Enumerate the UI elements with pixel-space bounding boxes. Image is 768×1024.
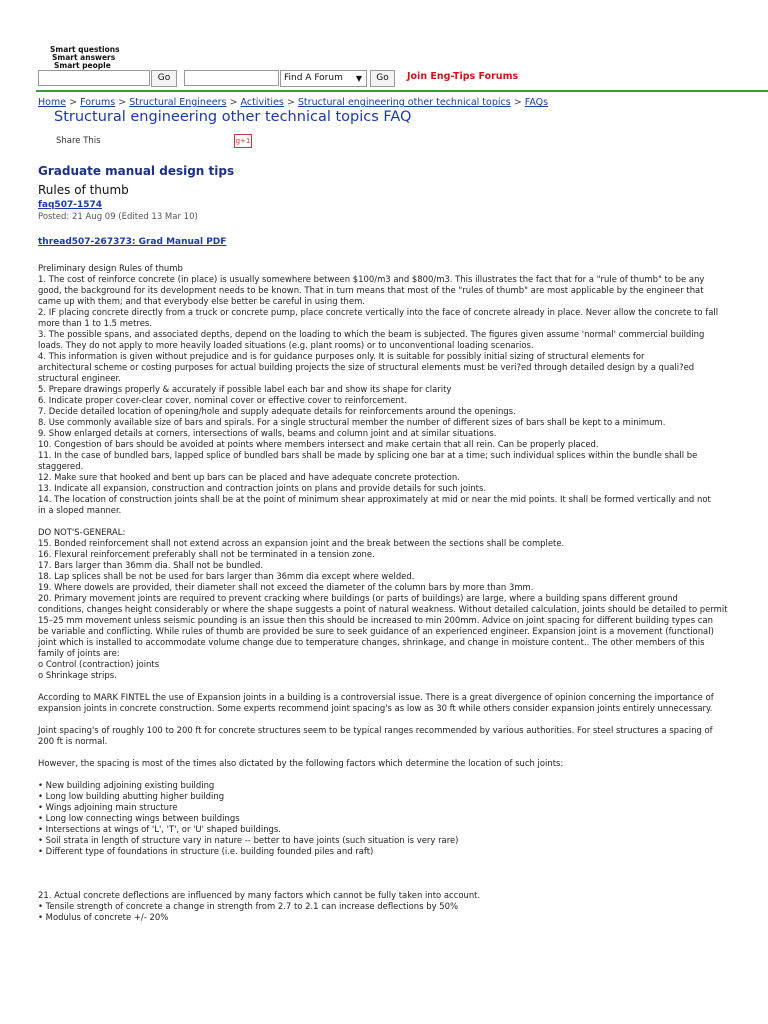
posted-date: Posted: 21 Aug 09 (Edited 13 Mar 10) [38,212,198,222]
share-label: Share This [56,136,101,146]
body-line: • Soil strata in length of structure vary in nature -- better to have joints (such situation is very rare) [38,835,459,845]
body-line: 10. Congestion of bars should be avoided at points where members intersect and make certain that all rein. Can be properly placed. [38,439,599,449]
body-line: 14. The location of construction joints shall be at the point of minimum shear approximately at mid or near the mid points. It shall be formed vertically and not [38,494,711,504]
body-line: 12. Make sure that hooked and bent up bars can be placed and have adequate concrete protection. [38,472,460,482]
body-line: 15–25 mm movement unless seismic pounding is an issue then this should be increased to min 200mm. Advice on joint spacing for different building types can [38,615,713,625]
body-line: • Modulus of concrete +/- 20% [38,912,169,922]
body-line: 16. Flexural reinforcement preferably shall not be terminated in a tension zone. [38,549,375,559]
forum-go-button[interactable]: Go [370,70,395,87]
site-logo[interactable] [50,46,120,70]
body-line: 15. Bonded reinforcement shall not extend across an expansion joint and the break between the sections shall be complete. [38,538,565,548]
body-line: staggered. [38,461,84,471]
body-line: loads. They do not apply to more heavily loaded situations (e.g. plant rooms) or to unconventional loading scenarios. [38,340,534,350]
breadcrumb-separator: > [118,97,127,108]
body-line: came up with them; and that everybody else better be careful in using them. [38,296,365,306]
body-line: 9. Show enlarged details at corners, intersections of walls, beams and column joint and at similar situations. [38,428,497,438]
body-line: • Different type of foundations in structure (i.e. building founded piles and raft) [38,846,374,856]
body-line: 8. Use commonly available size of bars and spirals. For a single structural member the number of different sizes of bars shall be kept to a minimum. [38,417,666,427]
body-line: good, the background for its development needs to be known. That in turn means that most of the "rules of thumb" are most applicable by the engineer that [38,285,704,295]
search-input[interactable] [38,70,150,86]
breadcrumb-separator: > [286,97,295,108]
body-line: 20. Primary movement joints are required to prevent cracking where buildings (or parts of buildings) are large, where a building spans different ground [38,593,678,603]
body-line: 4. This information is given without prejudice and is for guidance purposes only. It is suitable for possibly initial sizing of structural elements for [38,351,645,361]
breadcrumb-activities[interactable]: Activities [240,97,284,108]
body-line: 200 ft is normal. [38,736,108,746]
body-line: 13. Indicate all expansion, construction and contraction joints on plans and provide details for such joints. [38,483,487,493]
body-line: • Wings adjoining main structure [38,802,178,812]
body-line: • Intersections at wings of 'L', 'T', or 'U' shaped buildings. [38,824,281,834]
breadcrumb-forums[interactable]: Forums [80,97,116,108]
body-line: more than 1 to 1.5 metres. [38,318,152,328]
body-line: 2. IF placing concrete directly from a truck or concrete pump, place concrete vertically into the face of concrete already in place. Never allow the concrete to fall [38,307,719,317]
body-line: 5. Prepare drawings properly & accurately if possible label each bar and show its shape for clarity [38,384,452,394]
body-line: joint which is installed to accommodate volume change due to temperature changes, shrinkage, and change in moisture content.. The other members of this [38,637,705,647]
body-line: family of joints are: [38,648,120,658]
header-divider [36,90,768,92]
join-forums-link[interactable]: Join Eng-Tips Forums [407,71,519,82]
body-line: 18. Lap splices shall be not be used for bars larger than 36mm dia except where welded. [38,571,415,581]
thread-link[interactable]: thread507-267373: Grad Manual PDF [38,237,227,247]
logo-line: Smart questions [50,45,120,54]
body-line: 1. The cost of reinforce concrete (in place) is usually somewhere between $100/m3 and $800/m3. This illustrates the fact that for a "rule of thumb" to be any [38,274,705,284]
body-line: in a sloped manner. [38,505,122,515]
breadcrumb-faqs[interactable]: FAQs [524,97,549,108]
body-line: 3. The possible spans, and associated depths, depend on the loading to which the beam is subjected. The figures given assume 'normal' commercial building [38,329,705,339]
search-go-button[interactable]: Go [151,70,177,87]
body-line: 19. Where dowels are provided, their diameter shall not exceed the diameter of the column bars by more than 3mm. [38,582,534,592]
body-line: o Shrinkage strips. [38,670,117,680]
breadcrumb-forum-name[interactable]: Structural engineering other technical topics [297,97,511,108]
logo-line: Smart answers [52,53,116,62]
body-line: conditions, changes height considerably or where the shape suggests a point of natural weakness. Without detailed calculation, joints should be detailed to permit [38,604,728,614]
page-title: Structural engineering other technical topics FAQ [54,109,412,125]
body-line: 7. Decide detailed location of opening/hole and supply adequate details for reinforcements around the openings. [38,406,516,416]
body-line: • Long low building abutting higher building [38,791,225,801]
body-line: According to MARK FINTEL the use of Expansion joints in a building is a controversial issue. There is a great divergence of opinion concerning the importance of [38,692,714,702]
breadcrumb-home[interactable]: Home [38,97,67,108]
body-line: be variable and conflicting. While rules of thumb are provided be sure to seek guidance of an experienced engineer. Expansion joint is a movement (functional) [38,626,714,636]
dropdown-arrow-icon: ▼ [355,74,362,83]
breadcrumb-separator: > [69,97,78,108]
faq-id-link[interactable]: faq507-1574 [38,200,103,210]
find-forum-select-value: Find A Forum [284,73,343,83]
body-line: expansion joints in concrete construction. Some experts recommend joint spacing's as low as 30 ft while others consider expansion joints entirely unnecessary. [38,703,713,713]
body-line: • Tensile strength of concrete a change in strength from 2.7 to 2.1 can increase deflections by 50% [38,901,459,911]
forum-search-input[interactable] [184,70,279,86]
faq-category: Graduate manual design tips [38,164,235,178]
body-line: • Long low connecting wings between buildings [38,813,240,823]
breadcrumb [38,97,548,108]
logo-line: Smart people [54,61,111,70]
body-line: 17. Bars larger than 36mm dia. Shall not be bundled. [38,560,264,570]
breadcrumb-separator: > [229,97,238,108]
find-forum-select[interactable] [280,70,367,87]
body-line: Joint spacing's of roughly 100 to 200 ft for concrete structures seem to be typical ranges recommended by various authorities. For steel structures a spacing of [38,725,713,735]
body-line: However, the spacing is most of the times also dictated by the following factors which determine the location of such joints: [38,758,564,768]
breadcrumb-structural-engineers[interactable]: Structural Engineers [129,97,227,108]
body-line: 11. In the case of bundled bars, lapped splice of bundled bars shall be made by splicing one bar at a time; such individual splices within the bundle shall be [38,450,698,460]
body-line: DO NOT'S-GENERAL: [38,527,126,537]
body-line: structural engineer. [38,373,121,383]
body-line: architectural scheme or costing purposes for actual building projects the size of structural elements must be veri?ed through detailed design by a quali?ed [38,362,695,372]
faq-title: Rules of thumb [38,183,129,197]
body-line: 6. Indicate proper cover-clear cover, nominal cover or effective cover to reinforcement. [38,395,407,405]
body-line: o Control (contraction) joints [38,659,160,669]
body-line: • New building adjoining existing building [38,780,215,790]
breadcrumb-separator: > [513,97,522,108]
google-plus-button[interactable]: g+1 [234,134,252,148]
body-line: 21. Actual concrete deflections are influenced by many factors which cannot be fully taken into account. [38,890,481,900]
body-line: Preliminary design Rules of thumb [38,263,183,273]
